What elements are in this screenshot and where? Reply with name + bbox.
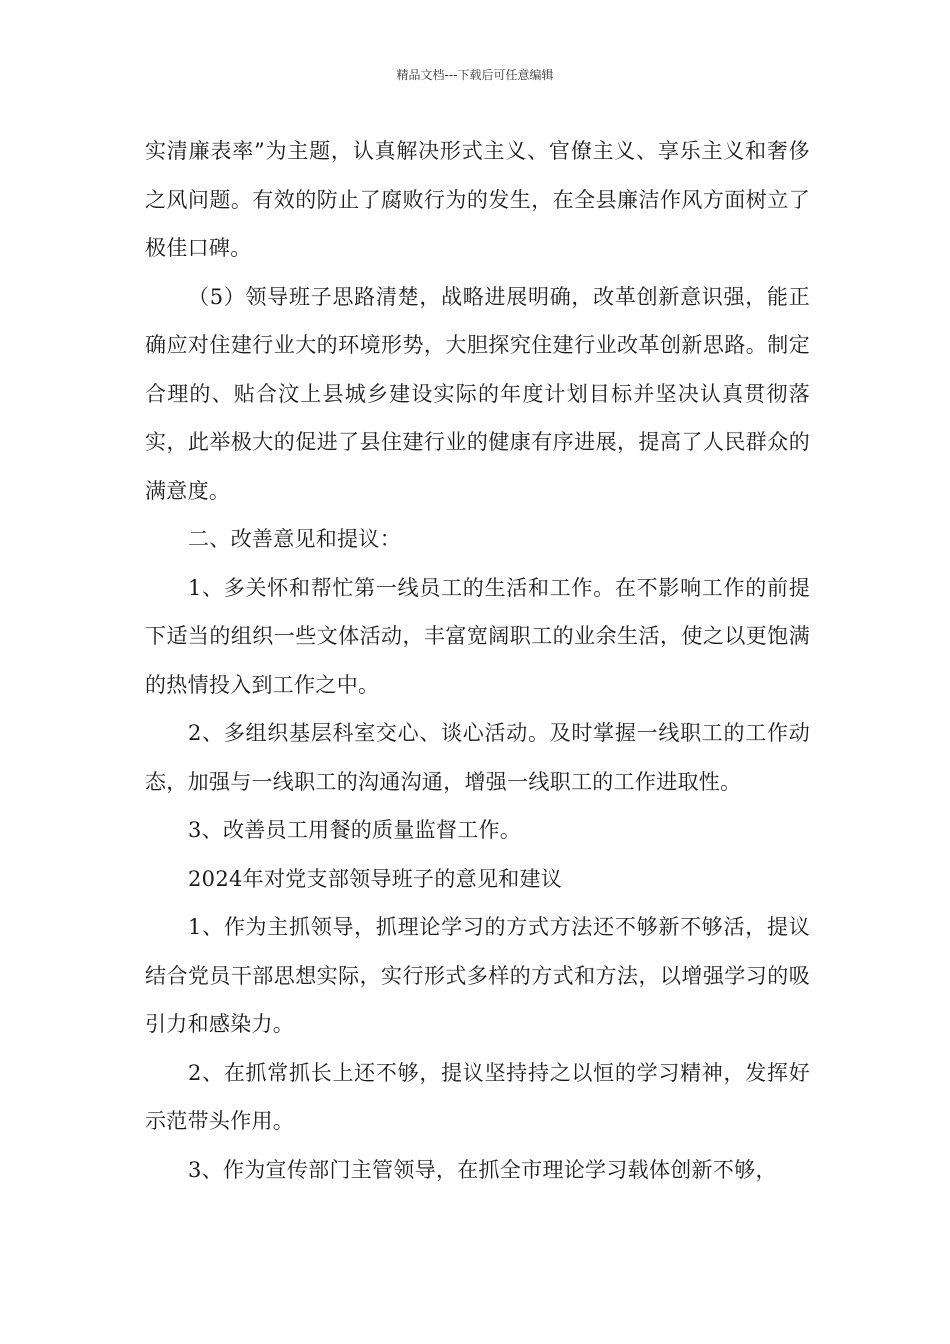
suggestion-item-2: 2、多组织基层科室交心、谈心活动。及时掌握一线职工的工作动态，加强与一线职工的沟通沟通，增强一线职工的工作进取性。 bbox=[145, 721, 810, 794]
section-heading-suggestions: 二、改善意见和提议： bbox=[188, 527, 401, 551]
paragraph-item-5: （5）领导班子思路清楚，战略进展明确，改革创新意识强，能正确应对住建行业大的环境形势，大胆探究住建行业改革创新思路。制定合理的、贴合汶上县城乡建设实际的年度计划目标并坚决认真贯彻落实，此举极大的促进了县住建行业的健康有序进展，提高了人民群众的满意度。 bbox=[145, 284, 810, 503]
section-title-2024: 2024年对党支部领导班子的意见和建议 bbox=[188, 866, 563, 891]
paragraph-continuation: 实清廉表率”为主题，认真解决形式主义、官僚主义、享乐主义和奢侈之风问题。有效的防止了腐败行为的发生，在全县廉洁作风方面树立了极佳口碑。 bbox=[145, 139, 810, 260]
document-body bbox=[145, 127, 810, 1194]
opinion-item-3: 3、作为宣传部门主管领导，在抓全市理论学习载体创新不够， bbox=[188, 1157, 777, 1182]
suggestion-item-3: 3、改善员工用餐的质量监督工作。 bbox=[188, 818, 522, 842]
opinion-item-1: 1、作为主抓领导，抓理论学习的方式方法还不够新不够活，提议结合党员干部思想实际，实行形式多样的方式和方法，以增强学习的吸引力和感染力。 bbox=[145, 915, 810, 1036]
opinion-item-2: 2、在抓常抓长上还不够，提议坚持持之以恒的学习精神，发挥好示范带头作用。 bbox=[145, 1060, 810, 1133]
suggestion-item-1: 1、多关怀和帮忙第一线员工的生活和工作。在不影响工作的前提下适当的组织一些文体活动，丰富宽阔职工的业余生活，使之以更饱满的热情投入到工作之中。 bbox=[145, 575, 810, 697]
page-header: 精品文档---下载后可任意编辑 bbox=[396, 68, 554, 82]
